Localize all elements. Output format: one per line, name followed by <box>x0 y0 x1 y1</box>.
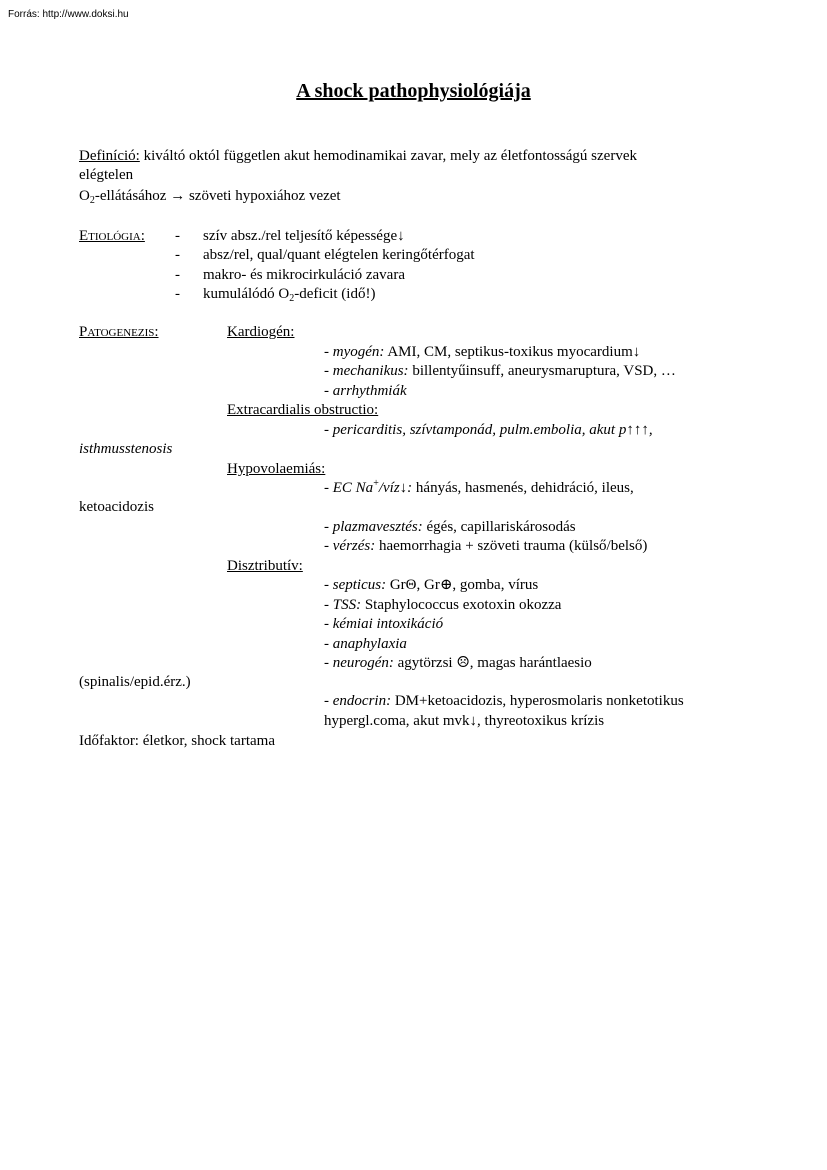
definition-line-3: $O_2$-ellátásához → szöveti hypoxiához vezet <box>79 188 341 206</box>
neurogenic-continuation: (spinalis/epid.érz.) <box>79 674 191 690</box>
distributive-heading: Disztributív: <box>227 558 303 574</box>
time-factor: Időfaktor: életkor, shock tartama <box>79 733 275 749</box>
etiology-dash: - <box>175 286 180 302</box>
endocrine-continuation: hypergl.coma, akut mvk↓, thyreotoxikus krízis <box>324 713 605 729</box>
definition-line-2: elégtelen <box>79 167 134 183</box>
myogen-line: - myogén: AMI, CM, septikus-toxikus myocardium↓ <box>324 344 641 360</box>
plasma-line: - plazmavesztés: égés, capillariskárosodás <box>324 519 576 535</box>
anaphylaxis-line: - anaphylaxia <box>324 636 407 652</box>
source-url: Forrás: http://www.doksi.hu <box>8 9 129 20</box>
endocrine-line: - endocrin: DM+ketoacidozis, hyperosmolaris nonketotikus <box>324 693 684 709</box>
obstructive-continuation: isthmusstenosis <box>79 441 173 457</box>
neurogenic-line: - neurogén: agytörzsi ☹, magas harántlaesio <box>324 655 592 671</box>
etiology-item: makro- és mikrocirkuláció zavara <box>203 267 405 283</box>
bleeding-line: - vérzés: haemorrhagia + szöveti trauma (külső/belső) <box>324 538 648 554</box>
obstructive-heading: Extracardialis obstructio: <box>227 402 379 418</box>
chemical-line: - kémiai intoxikáció <box>324 616 444 632</box>
cardiogenic-heading: Kardiogén: <box>227 324 295 340</box>
definition-label: Definíció: <box>79 148 140 164</box>
pathogenesis-label: Patogenezis: <box>79 324 159 340</box>
etiology-dash: - <box>175 247 180 263</box>
tss-line: - TSS: Staphylococcus exotoxin okozza <box>324 597 562 613</box>
septic-line: - septicus: GrΘ, Gr⊕, gomba, vírus <box>324 577 539 593</box>
etiology-label: Etiológia: <box>79 228 145 244</box>
hypovolemic-heading: Hypovolaemiás: <box>227 461 326 477</box>
definition-text: kiváltó októl független akut hemodinamikai zavar, mely az életfontosságú szervek <box>143 148 637 164</box>
obstructive-line: - pericarditis, szívtamponád, pulm.embolia, akut p↑↑↑, <box>324 422 653 438</box>
page-title: A shock pathophysiológiája <box>296 80 531 102</box>
arrhythmia-line: - arrhythmiák <box>324 383 407 399</box>
etiology-item: kumulálódó $O_2$-deficit (idő!) <box>203 286 376 304</box>
etiology-item: absz/rel, qual/quant elégtelen keringőtérfogat <box>203 247 475 263</box>
mechanical-line: - mechanikus: billentyűinsuff, aneurysmaruptura, VSD, … <box>324 363 676 379</box>
definition-line-1 <box>79 147 637 166</box>
etiology-dash: - <box>175 228 180 244</box>
etiology-item: szív absz./rel teljesítő képessége↓ <box>203 228 405 244</box>
ec-line: - EC Na+/víz↓: hányás, hasmenés, dehidráció, ileus, <box>324 478 634 496</box>
etiology-dash: - <box>175 267 180 283</box>
ec-continuation: ketoacidozis <box>79 499 154 515</box>
